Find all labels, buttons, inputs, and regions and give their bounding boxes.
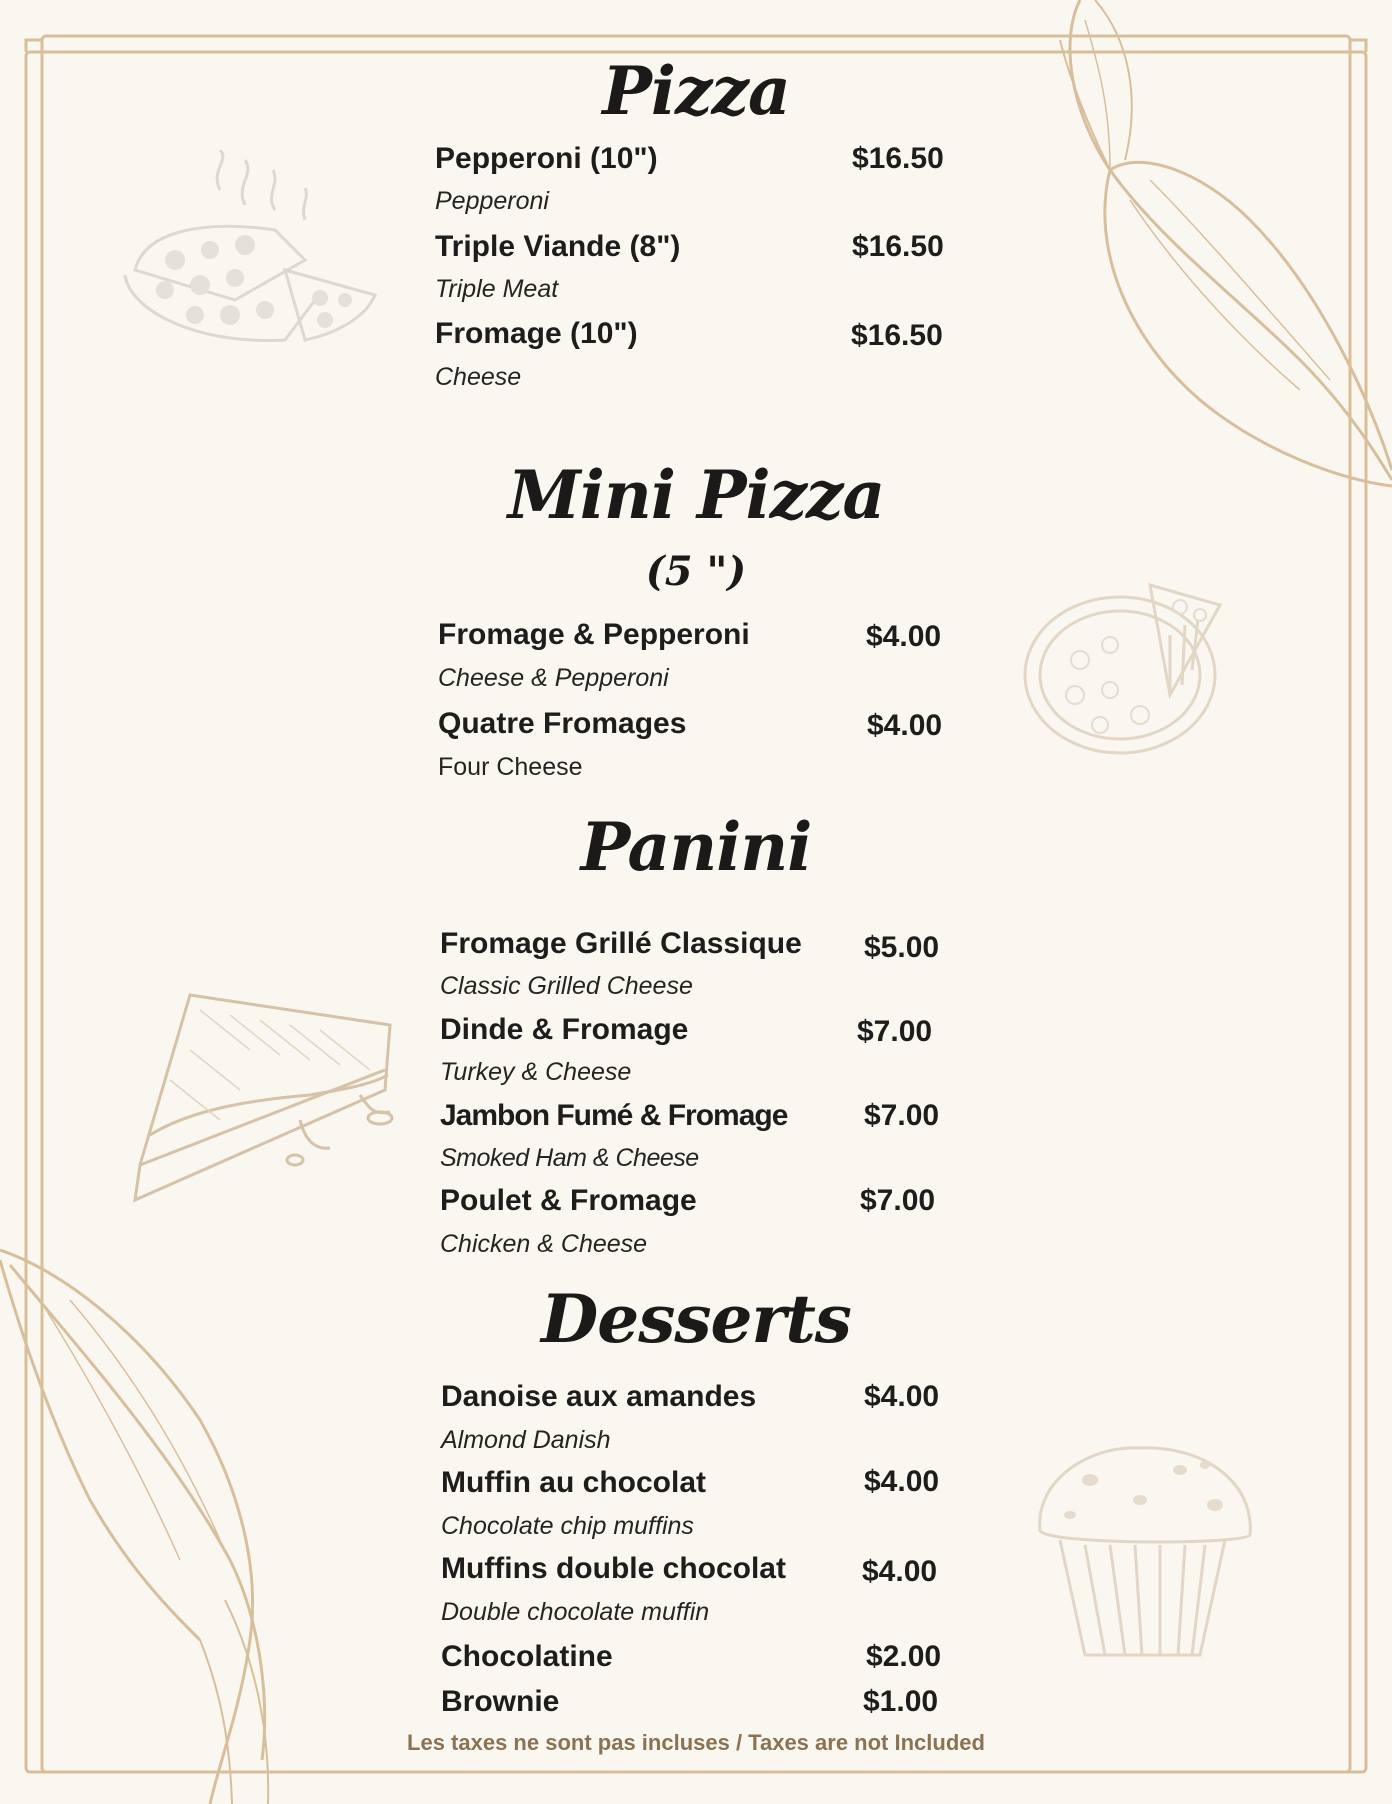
item-price: $5.00 [864,931,940,964]
section-title-panini: Panini [580,808,812,886]
item-name: Brownie [441,1685,560,1718]
section-title-pizza: Pizza [602,52,790,130]
section-title-desserts: Desserts [541,1280,851,1358]
item-name: Chocolatine [441,1640,613,1673]
item-name: Fromage Grillé Classique [440,927,802,960]
item-description: Four Cheese [438,753,583,781]
item-price: $7.00 [860,1184,936,1217]
item-name: Jambon Fumé & Fromage [440,1099,788,1132]
item-price: $4.00 [862,1555,938,1588]
item-description: Classic Grilled Cheese [440,972,693,1000]
item-price: $16.50 [852,230,944,263]
item-description: Turkey & Cheese [440,1058,632,1086]
item-price: $1.00 [863,1685,939,1718]
section-title-mini-pizza: Mini Pizza [507,456,885,534]
item-price: $16.50 [852,142,944,175]
item-description: Chicken & Cheese [440,1230,648,1258]
item-name: Quatre Fromages [438,707,687,740]
item-name: Muffins double chocolat [441,1552,786,1585]
item-name: Danoise aux amandes [441,1380,757,1413]
item-description: Pepperoni [435,187,549,215]
muffin-icon [1030,1440,1255,1665]
sandwich-icon [130,990,400,1205]
item-name: Fromage & Pepperoni [438,618,750,651]
item-description: Chocolate chip muffins [441,1512,694,1540]
item-price: $4.00 [867,709,943,742]
item-name: Fromage (10") [435,317,638,350]
item-name: Pepperoni (10") [435,142,658,175]
item-name: Triple Viande (8") [435,230,681,263]
section-subtitle-size: (5 ") [645,548,747,595]
item-description: Cheese [435,363,522,391]
item-description: Cheese & Pepperoni [438,664,669,692]
item-price: $16.50 [851,319,943,352]
item-name: Muffin au chocolat [441,1466,706,1499]
item-name: Dinde & Fromage [440,1013,689,1046]
item-description: Double chocolate muffin [441,1598,710,1626]
item-price: $7.00 [864,1099,940,1132]
tax-notice: Les taxes ne sont pas incluses / Taxes are not Included [407,1730,985,1755]
item-price: $4.00 [864,1465,940,1498]
pizza-icon [115,150,395,365]
item-price: $4.00 [866,620,942,653]
item-price: $4.00 [864,1380,940,1413]
item-name: Poulet & Fromage [440,1184,697,1217]
item-description: Almond Danish [441,1426,611,1454]
item-description: Triple Meat [435,275,559,303]
item-price: $7.00 [857,1015,933,1048]
item-price: $2.00 [866,1640,942,1673]
item-description: Smoked Ham & Cheese [440,1144,699,1172]
